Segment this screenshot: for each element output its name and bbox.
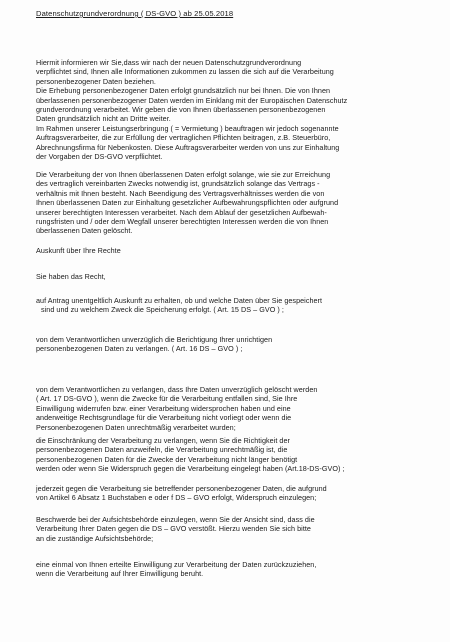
- text-line: ( Art. 17 DS-GVO ), wenn die Zwecke für die Verarbeitung entfallen sind, Sie Ihre: [36, 394, 298, 404]
- text-line: verhältnis mit Ihnen besteht. Nach Beendigung des Vertragsverhältnisses werden die von: [36, 188, 325, 198]
- text-line: wenn die Verarbeitung auf Ihrer Einwilligung beruht.: [36, 569, 204, 579]
- text-line: Einwilligung widerrufen bzw. einer Verarbeitung widersprochen haben und eine: [36, 403, 291, 413]
- text-line: des vertraglich vereinbarten Zwecks notwendig ist, grundsätzlich solange das Vertrags -: [36, 179, 320, 189]
- text-line: von Artikel 6 Absatz 1 Buchstaben e oder f DS – GVO erfolgt, Widerspruch einzulegen;: [36, 493, 317, 503]
- text-line: unserer berechtigten Interessen verarbeitet. Nach dem Ablauf der gesetzlichen Aufbewah-: [36, 207, 327, 217]
- text-line: von dem Verantwortlichen zu verlangen, dass Ihre Daten unverzüglich gelöscht werden: [36, 385, 318, 394]
- right-item-withdraw-consent: [36, 560, 424, 579]
- text-line: personenbezogenen Daten zu verlangen. ( Art. 16 DS – GVO ) ;: [36, 344, 243, 354]
- right-item-complaint: [36, 515, 424, 543]
- rights-intro: Sie haben das Recht,: [36, 272, 106, 281]
- text-line: Die Verarbeitung der von Ihnen überlassenen Daten erfolgt solange, wie sie zur Erreichung: [36, 170, 331, 179]
- right-item-restriction: [36, 436, 424, 474]
- right-item-rectification: [36, 335, 424, 354]
- text-line: personenbezogenen Daten für die Zwecke der Verarbeitung nicht länger benötigt: [36, 454, 298, 464]
- text-line: Beschwerde bei der Aufsichtsbehörde einzulegen, wenn Sie der Ansicht sind, dass die: [36, 515, 315, 524]
- text-line: rungsfristen und / oder dem Wegfall unserer berechtigten Interessen werden die von Ihnen: [36, 217, 329, 227]
- text-line: Auftragsverarbeiter, die zur Erfüllung der vertraglichen Pflichten beitragen, z.B. Steuerbüro,: [36, 133, 331, 143]
- text-line: Personenbezogenen Daten unrechtmäßig verarbeitet wurden;: [36, 422, 236, 432]
- text-line: Die Erhebung personenbezogener Daten erfolgt grundsätzlich nur bei Ihnen. Die von Ihnen: [36, 86, 331, 96]
- text-line: Im Rahmen unserer Leistungserbringung ( = Vermietung ) beauftragen wir jedoch sogenannte: [36, 123, 339, 133]
- rights-heading: Auskunft über Ihre Rechte: [36, 246, 121, 255]
- text-line: werden oder wenn Sie Widerspruch gegen die Verarbeitung eingelegt haben (Art.18-DS-GVO) ;: [36, 464, 345, 474]
- text-line: überlassenen personenbezogener Daten werden im Einklang mit der Europäischen Datenschutz: [36, 95, 348, 105]
- text-line: sind und zu welchem Zweck die Speicherung erfolgt. ( Art. 15 DS – GVO ) ;: [41, 305, 284, 315]
- text-line: überlassenen Daten gelöscht.: [36, 226, 133, 236]
- text-line: personenbezogener Daten beziehen.: [36, 76, 156, 86]
- text-line: auf Antrag unentgeltlich Auskunft zu erhalten, ob und welche Daten über Sie gespeichert: [36, 296, 323, 305]
- text-line: Verarbeitung Ihrer Daten gegen die DS – GVO verstößt. Hierzu wenden Sie sich bitte: [36, 524, 311, 534]
- text-line: eine einmal von Ihnen erteilte Einwilligung zur Verarbeitung der Daten zurückzuziehen,: [36, 560, 317, 569]
- right-item-erasure: [36, 385, 424, 432]
- text-line: Abrechnungsfirma für Nebenkosten. Diese Auftragsverarbeiter werden von uns zur Einhaltung: [36, 142, 340, 152]
- text-line: verpflichtet sind, Ihnen alle Informationen zukommen zu lassen die sich auf die Verarbeitung: [36, 67, 334, 77]
- right-item-access: [36, 296, 424, 315]
- text-line: Ihnen überlassenen Daten zur Einhaltung gesetzlicher Aufbewahrungspflichten oder aufgrund: [36, 198, 339, 208]
- text-line: personenbezogenen Daten anzweifeln, die Verarbeitung unrechtmäßig ist, die: [36, 445, 288, 455]
- text-line: anderweitige Rechtsgrundlage für die Verarbeitung nicht vorliegt oder wenn die: [36, 413, 292, 423]
- text-line: an die zuständige Aufsichtsbehörde;: [36, 533, 154, 543]
- text-line: Daten grundsätzlich nicht an Dritte weiter.: [36, 114, 171, 124]
- storage-paragraph: [36, 170, 424, 236]
- text-line: der Vorgaben der DS-GVO verpflichtet.: [36, 152, 163, 162]
- text-line: von dem Verantwortlichen unverzüglich die Berichtigung Ihrer unrichtigen: [36, 335, 273, 344]
- right-item-objection: [36, 484, 424, 503]
- intro-paragraph: [36, 58, 424, 161]
- document-title: Datenschutzgrundverordnung ( DS-GVO ) ab 25.05.2018: [36, 9, 234, 18]
- text-line: die Einschränkung der Verarbeitung zu verlangen, wenn Sie die Richtigkeit der: [36, 436, 290, 445]
- text-line: Hiermit informieren wir Sie,dass wir nach der neuen Datenschutzgrundverordnung: [36, 58, 302, 67]
- text-line: jederzeit gegen die Verarbeitung sie betreffender personenbezogener Daten, die aufgrund: [36, 484, 327, 493]
- text-line: grundverordnung verarbeitet. Wir geben die von Ihnen überlassenen personenbezogenen: [36, 105, 326, 115]
